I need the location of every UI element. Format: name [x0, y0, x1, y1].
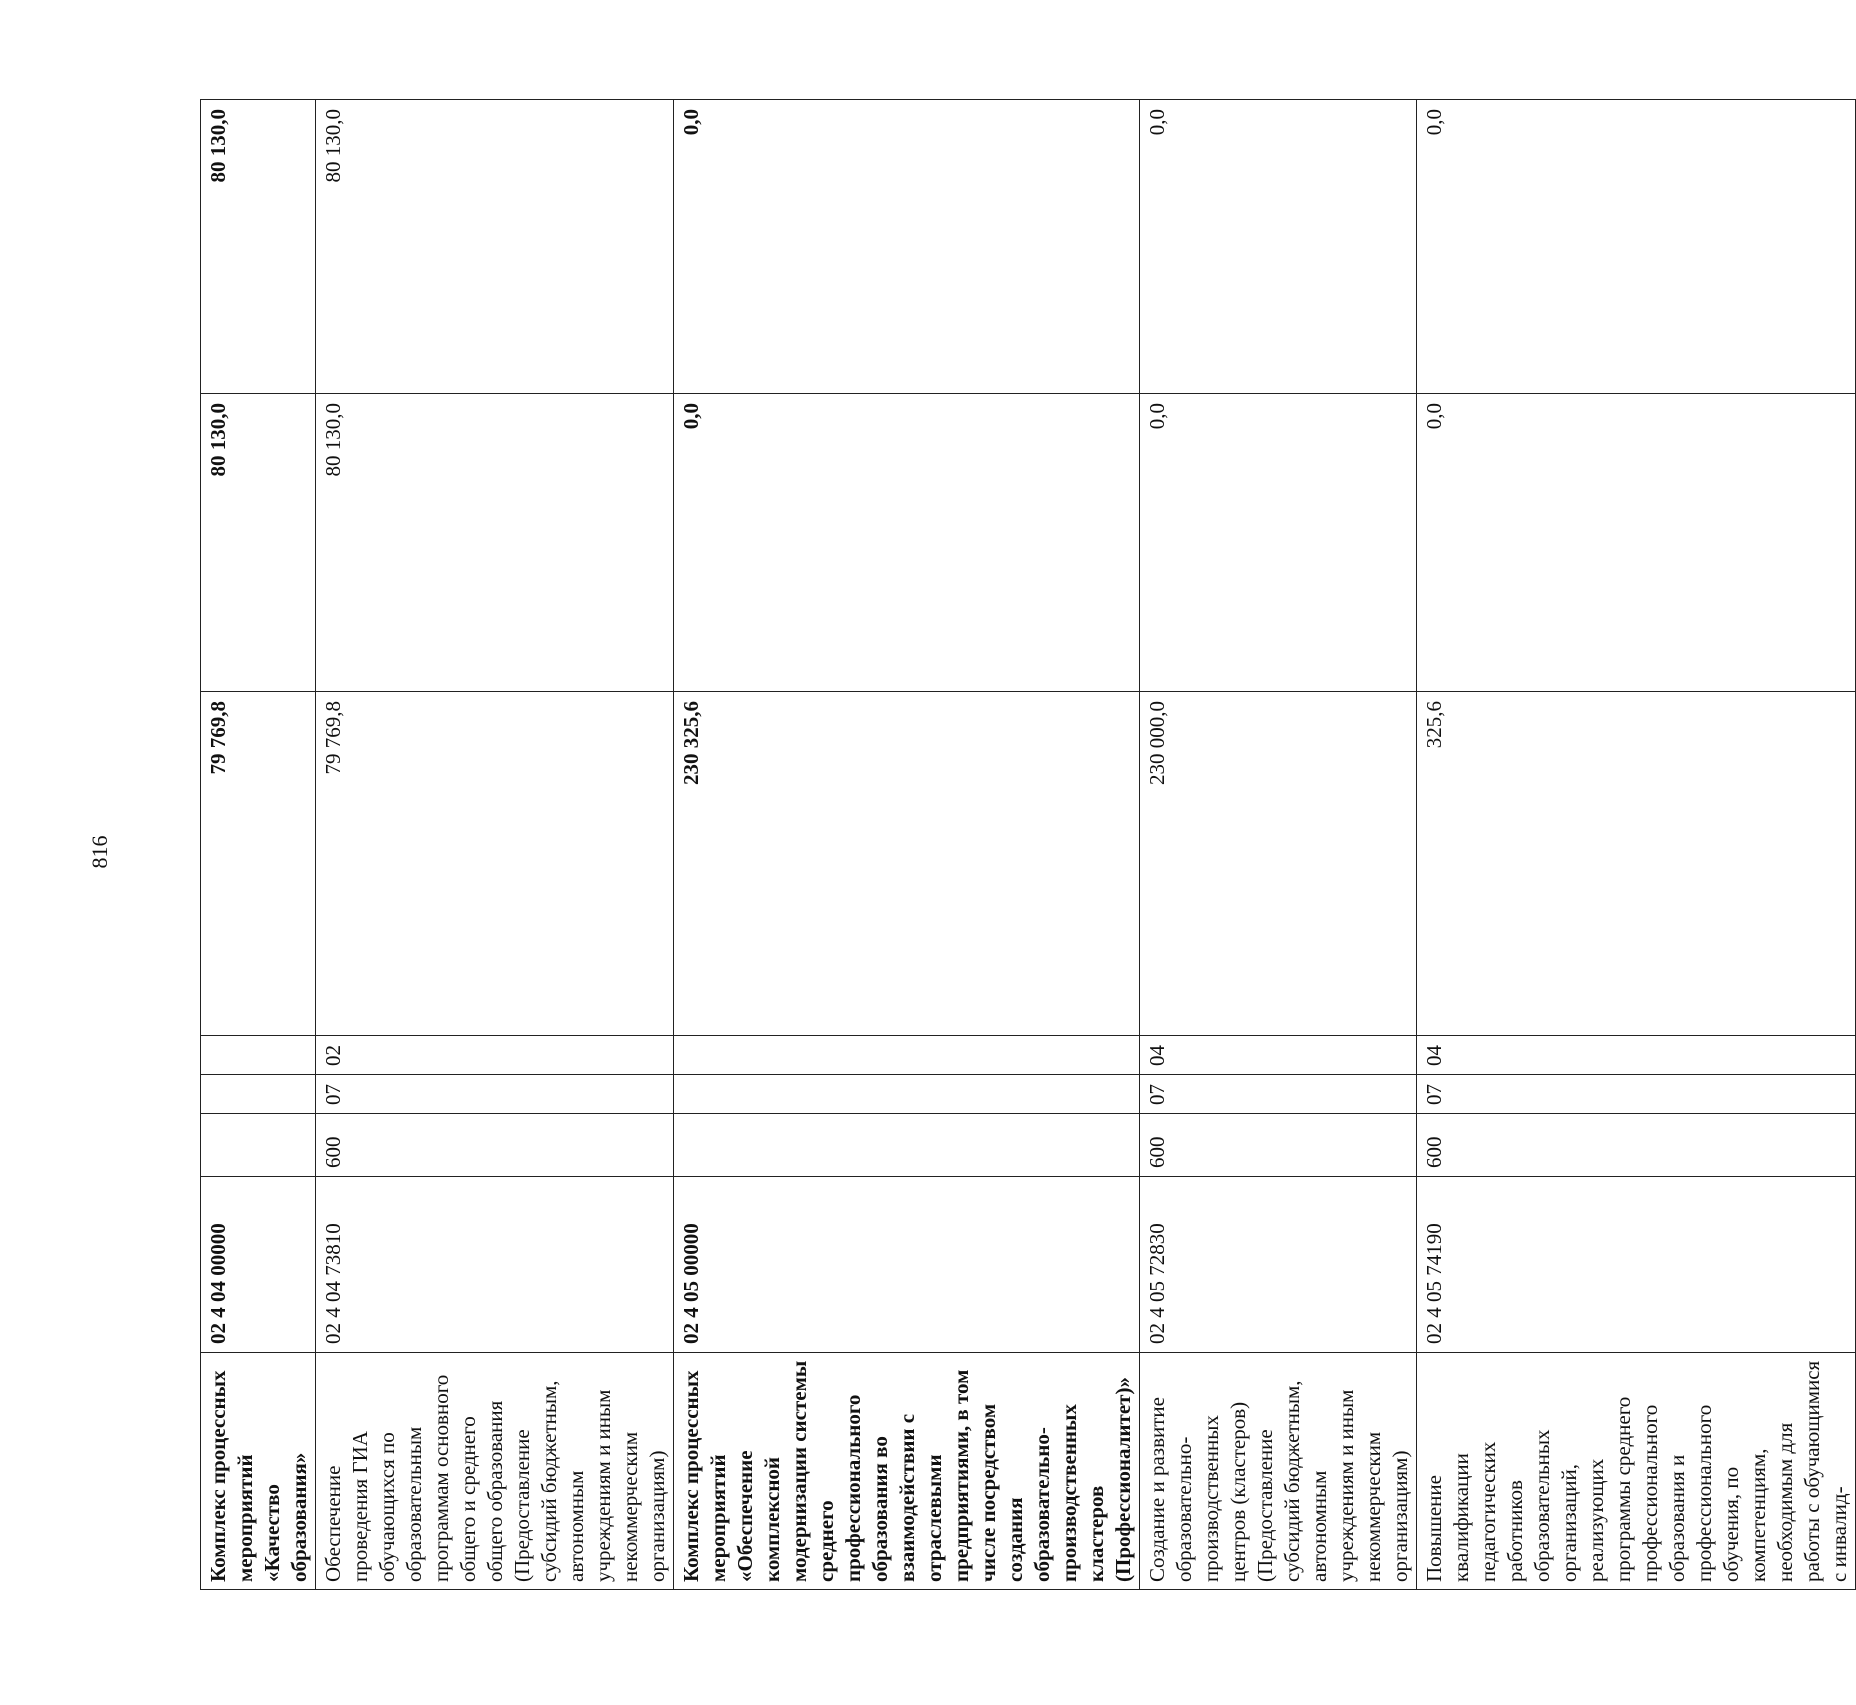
row-pr: 04 — [1417, 1036, 1856, 1075]
row-code: 02 4 05 74190 — [1417, 1177, 1856, 1353]
row-rz — [201, 1075, 316, 1114]
table-row — [674, 100, 1140, 1590]
row-name: Комплекс процессных мероприятий «Качество образования» — [201, 1353, 316, 1590]
row-value-3: 0,0 — [674, 100, 1140, 394]
row-name: Повышение квалификации педагогических работников образовательных организаций, реализующих программы среднего профессионального образования и профессионального обучения, по компетенциям, необходимым для работы с обучающимися с инвалид- — [1417, 1353, 1856, 1590]
row-vr: 600 — [1417, 1114, 1856, 1177]
row-vr — [201, 1114, 316, 1177]
row-name: Обеспечение проведения ГИА обучающихся по образовательным программам основного общего и среднего общего образования (Предоставление субсидий бюджетным, автономным учреждениям и иным некоммерческим организациям) — [316, 1353, 674, 1590]
page-number: 816 — [87, 835, 112, 869]
row-value-1: 325,6 — [1417, 692, 1856, 1036]
row-value-1: 230 000,0 — [1140, 692, 1417, 1036]
row-rz: 07 — [1417, 1075, 1856, 1114]
row-vr: 600 — [1140, 1114, 1417, 1177]
row-value-3: 0,0 — [1140, 100, 1417, 394]
row-rz: 07 — [1140, 1075, 1417, 1114]
row-value-3: 80 130,0 — [201, 100, 316, 394]
row-code: 02 4 05 00000 — [674, 1177, 1140, 1353]
row-value-2: 80 130,0 — [201, 394, 316, 692]
row-vr: 600 — [316, 1114, 674, 1177]
table-row — [316, 100, 674, 1590]
row-value-2: 0,0 — [1417, 394, 1856, 692]
row-pr: 04 — [1140, 1036, 1417, 1075]
row-rz — [674, 1075, 1140, 1114]
row-pr — [674, 1036, 1140, 1075]
row-rz: 07 — [316, 1075, 674, 1114]
row-value-2: 0,0 — [674, 394, 1140, 692]
row-vr — [674, 1114, 1140, 1177]
row-code: 02 4 04 00000 — [201, 1177, 316, 1353]
row-value-1: 230 325,6 — [674, 692, 1140, 1036]
row-name: Комплекс процессных мероприятий «Обеспечение комплексной модернизации системы среднего профессионального образования во взаимодействии с отраслевыми предприятиями, в том числе посредством создания образовательно-производственных кластеров (Профессионалитет)» — [674, 1353, 1140, 1590]
table-row — [1417, 100, 1856, 1590]
row-code: 02 4 04 73810 — [316, 1177, 674, 1353]
row-value-1: 79 769,8 — [201, 692, 316, 1036]
row-value-1: 79 769,8 — [316, 692, 674, 1036]
rotated-table-container — [200, 100, 1851, 1590]
row-pr — [201, 1036, 316, 1075]
table-row — [201, 100, 316, 1590]
row-name: Создание и развитие образовательно-производственных центров (кластеров) (Предоставление субсидий бюджетным, автономным учреждениям и иным некоммерческим организациям) — [1140, 1353, 1417, 1590]
row-code: 02 4 05 72830 — [1140, 1177, 1417, 1353]
row-pr: 02 — [316, 1036, 674, 1075]
table-row — [1140, 100, 1417, 1590]
row-value-3: 80 130,0 — [316, 100, 674, 394]
budget-table — [200, 99, 1856, 1590]
row-value-2: 0,0 — [1140, 394, 1417, 692]
row-value-3: 0,0 — [1417, 100, 1856, 394]
row-value-2: 80 130,0 — [316, 394, 674, 692]
